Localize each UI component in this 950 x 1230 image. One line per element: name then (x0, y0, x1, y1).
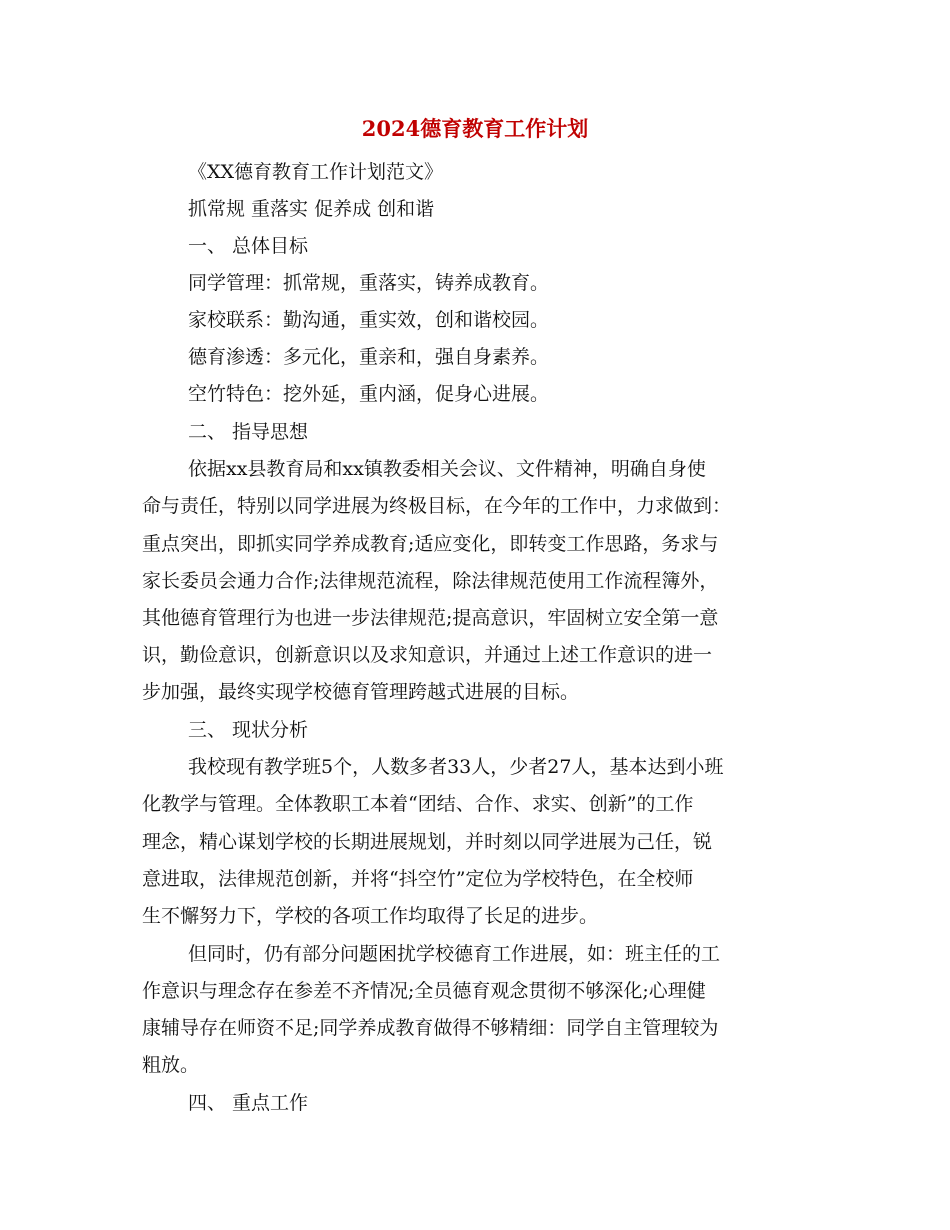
goal-line: 德育渗透：多元化，重亲和，强自身素养。 (188, 346, 550, 368)
section-heading-1: 一、 总体目标 (188, 235, 309, 257)
paragraph-line: 识，勤俭意识，创新意识以及求知意识，并通过上述工作意识的进一 (142, 644, 713, 666)
paragraph-line: 生不懈努力下，学校的各项工作均取得了长足的进步。 (142, 905, 599, 927)
paragraph-line: 作意识与理念存在参差不齐情况;全员德育观念贯彻不够深化;心理健 (142, 980, 706, 1002)
paragraph-line: 重点突出，即抓实同学养成教育;适应变化，即转变工作思路，务求与 (142, 533, 719, 555)
subtitle-line: 《XX德育教育工作计划范文》 (188, 161, 444, 183)
goal-line: 家校联系：勤沟通，重实效，创和谐校园。 (188, 309, 550, 331)
paragraph-line: 命与责任，特别以同学进展为终极目标，在今年的工作中，力求做到： (142, 495, 732, 517)
paragraph-line: 依据xx县教育局和xx镇教委相关会议、文件精神，明确自身使 (188, 458, 706, 480)
paragraph-line: 家长委员会通力合作;法律规范流程，除法律规范使用工作流程簿外， (142, 570, 719, 592)
paragraph-line: 其他德育管理行为也进一步法律规范;提高意识，牢固树立安全第一意 (142, 607, 719, 629)
section-heading-2: 二、 指导思想 (188, 421, 309, 443)
paragraph-line: 粗放。 (142, 1054, 200, 1076)
goal-line: 同学管理：抓常规，重落实，铸养成教育。 (188, 272, 550, 294)
goal-line: 空竹特色：挖外延，重内涵，促身心进展。 (188, 383, 550, 405)
section-heading-4: 四、 重点工作 (188, 1092, 309, 1114)
paragraph-line: 康辅导存在师资不足;同学养成教育做得不够精细：同学自主管理较为 (142, 1017, 719, 1039)
document-title: 2024德育教育工作计划 (361, 116, 589, 141)
section-heading-3: 三、 现状分析 (188, 719, 309, 741)
paragraph-line: 我校现有教学班5个，人数多者33人，少者27人，基本达到小班 (188, 756, 724, 778)
paragraph-line: 意进取，法律规范创新，并将“抖空竹”定位为学校特色，在全校师 (142, 868, 694, 890)
paragraph-line: 理念，精心谋划学校的长期进展规划，并时刻以同学进展为己任，锐 (142, 831, 713, 853)
slogan-line: 抓常规 重落实 促养成 创和谐 (188, 198, 435, 220)
paragraph-line: 化教学与管理。全体教职工本着“团结、合作、求实、创新”的工作 (142, 793, 694, 815)
paragraph-line: 但同时，仍有部分问题困扰学校德育工作进展，如：班主任的工 (188, 943, 721, 965)
paragraph-line: 步加强，最终实现学校德育管理跨越式进展的目标。 (142, 681, 580, 703)
